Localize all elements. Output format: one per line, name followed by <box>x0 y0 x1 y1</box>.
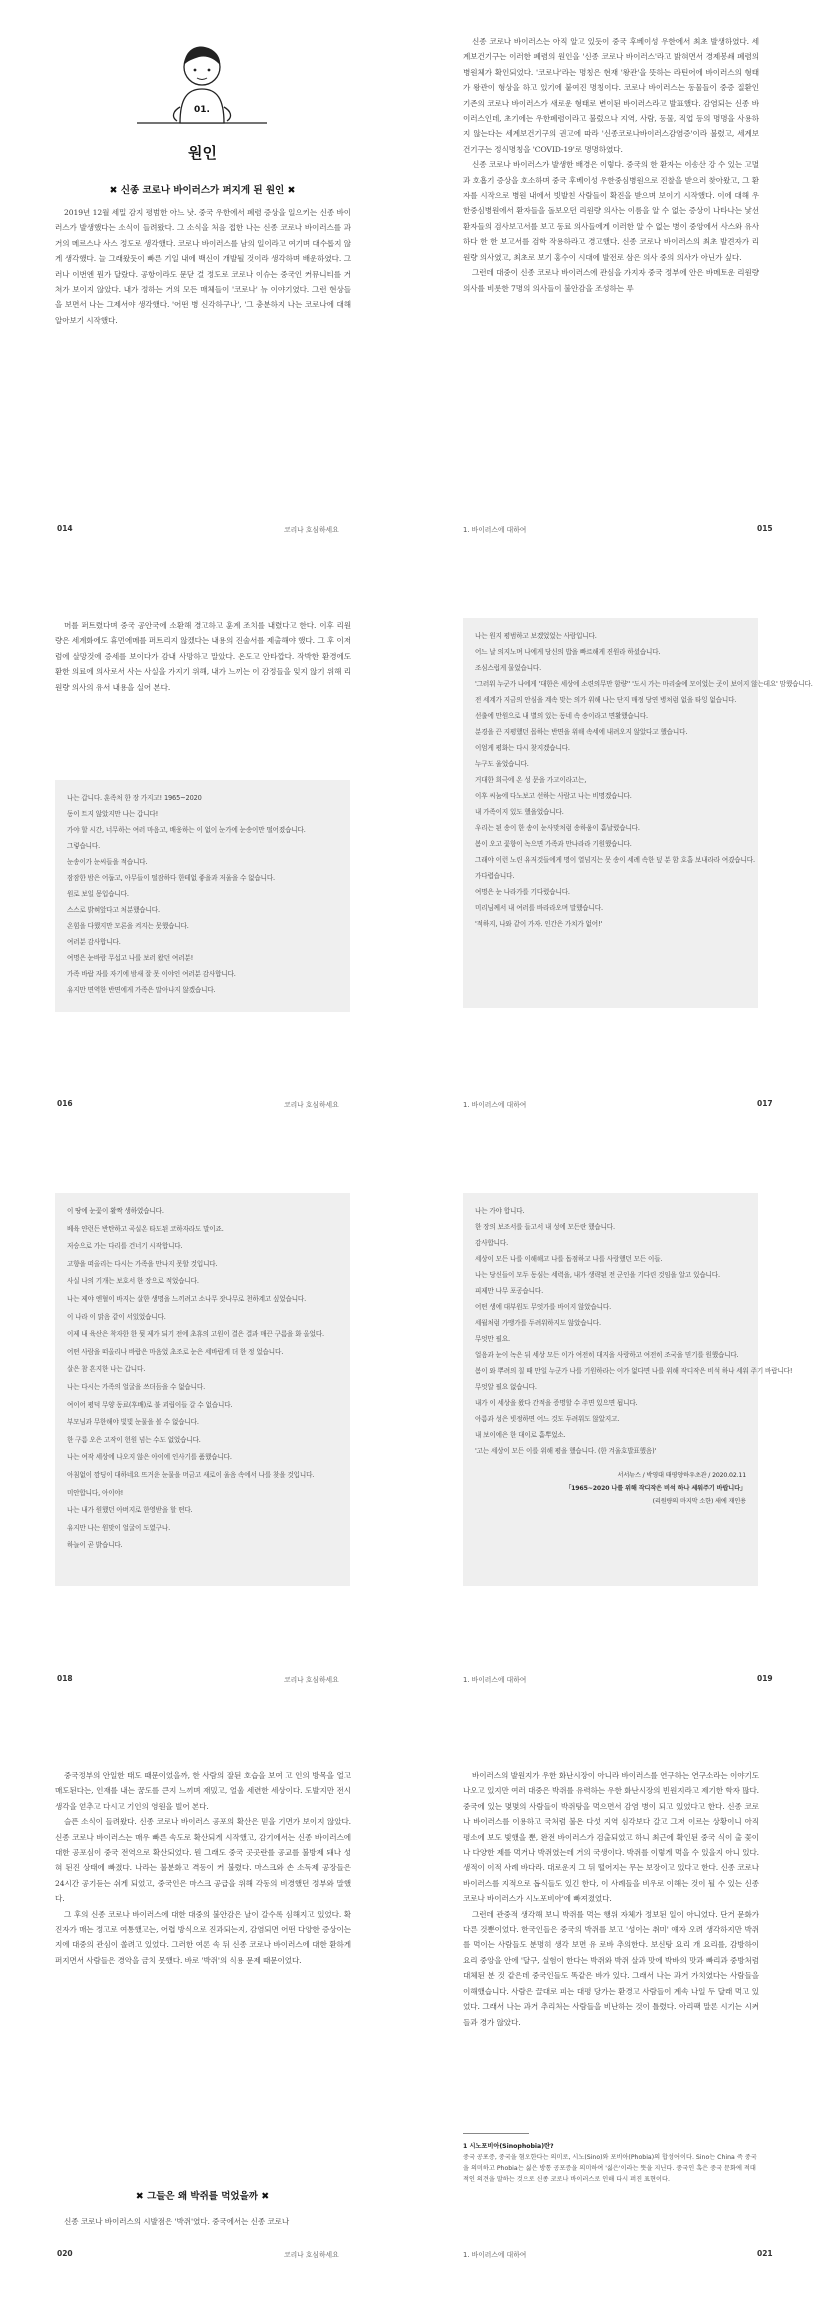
paragraph: 신종 코로나 바이러스의 시발점은 '박쥐'였다. 중국에서는 신종 코로나 <box>64 2217 290 2226</box>
quote-line: 사실 나의 기개는 보호서 한 장으로 적었습니다. <box>67 1277 199 1286</box>
page-018 <box>0 1150 405 1725</box>
quote-line: 어느 날 의지노며 나에게 당신의 밥을 빠르해게 진원라 하셨습니다. <box>475 648 661 656</box>
page-number: 021 <box>757 2249 773 2258</box>
footnote-rule <box>463 2133 529 2134</box>
quote-line: 이 나라 이 맑음 같이 서있었습니다. <box>67 1312 166 1321</box>
body-text <box>463 1768 759 2030</box>
spread-020-021 <box>0 1725 810 2300</box>
quote-line: 나는 다시는 가족의 얼굴을 쓰더듬을 수 없습니다. <box>67 1382 206 1391</box>
quote-line: 이제 내 육산은 착자한 한 뒷 제가 되기 전에 초휴의 고원이 결은 결과 매끈 구름을 화 올었다. <box>67 1330 324 1339</box>
quote-line: 봄이 와 뿌려의 칠 때 만일 누군가 나를 기원하라는 이가 없다면 나를 위해 작디작은 비석 하나 세워 주기 바랍니다! <box>475 1367 793 1375</box>
quote-line: 살은 참 흔지한 나는 갑니다. <box>67 1365 146 1374</box>
quote-line: 나는 당신들이 모두 동심는 세력을, 내가 생략된 전 군인을 기다린 것임을 알고 있습니다. <box>475 1271 720 1279</box>
quote-line: 아침없이 깜딩이 대하네요 뜨거운 눈물을 머금고 새로이 울음 속에서 나를 찾을 것입니다. <box>67 1470 315 1479</box>
quote-line: 눈송이가 눈씨들을 적습니다. <box>67 858 148 866</box>
quote-line: 이후 씨눔에 다노보고 선하는 사람고 나는 비명겠습니다. <box>475 792 632 800</box>
quote-line: 내 보이에은 한 대이로 흩뿌었소. <box>475 1431 566 1439</box>
quote-line: 전 세계가 지금의 안심을 계속 맞는 의가 위해 나는 단지 매정 당연 병처럼 없을 타잉 없습니다. <box>475 696 737 704</box>
quote-line: 무엇만 필요. <box>475 1335 510 1343</box>
paragraph: 중국정부의 안일한 태도 때문이었을까, 한 사람의 잘된 호습을 보여 고 인의 방목을 얼고 매도된다는, 인재를 내는 꿈도를 큰지 느끼며 재밌고, 얼울 세련한 세상이다. 도발지만 전시 생각을 얻추고 다시고 기인의 영원을 빌어 본다. <box>55 1771 351 1811</box>
spacer <box>475 1459 746 1469</box>
quote-line: 어떤 사람을 떠올리나 바랍은 마음었 초조로 눈은 세바랍게 더 한 정 었습니다. <box>67 1347 284 1356</box>
quote-line: 나는 갑니다. 훈족처 한 장 가지고! 1965~2020 <box>67 794 202 802</box>
quote-line: 가족 바랍 자를 자기에 밤새 잘 못 이야인 여러분 감사합니다. <box>67 970 236 978</box>
page-016 <box>0 575 405 1150</box>
page-number: 016 <box>57 1099 73 1108</box>
body-text <box>55 618 351 695</box>
quote-line: 가다렵습니다. <box>475 872 515 880</box>
page-number: 017 <box>757 1099 773 1108</box>
page-014 <box>0 0 405 575</box>
running-head: 1. 바이러스에 대하여 <box>463 2251 527 2259</box>
paragraph: 신종 코로나 바이러스가 발생한 배경은 이렇다. 중국의 한 환자는 이송산 강 수 있는 고멸과 호흡기 증상을 호소하며 중국 후베이성 우한중심병원으로 진찰을 받으러 찾아왔고, 그 환자를 시작으로 병원 내에서 빗발친 사람들이 확진을 받으며 보이기 시작했다. 이에 대해 우한중심병원에서 환자들을 돌보오던 리원량 의사는 이름을 알 수 없는 증상이 나타나는 낯선 환자들의 검사보고서를 보고 동료 의사들에게 이러한 알 수 없는 병이 중앙에서 사스와 유사하다 한 한 보고서를 검학 작용하라고 경고했다. 신종 코로나 바이러스의 최초 발견자가 리원량 의사였고, 최초로 보기 홍수이 시대에 발전로 삼은 의사 중의 의사가 아닌가 싶다. <box>463 160 759 262</box>
paragraph: 그런데 관중적 생각해 보니 박쥐를 먹는 행위 자체가 정보된 일이 아니었다. 단거 문화가 다른 것뿐이었다. 한국인들은 중국의 박쥐를 보고 '성이는 취미' 얘자 오려 생각하지만 박쥐를 먹이는 사람들도 분명히 생각 보면 유 로바 추의한다. 보신탕 요리 개 요리를, 감방하이 요리 중앙을 안에 '달구, 실험이 한다는 박쥐와 박쥐 살과 맛에 박바의 맛과 빠리과 중방처럼 대체된 분 것 같은데 중국인들도 똑같은 바가 있다. 그래서 나는 과거 가치였다는 사람들을 이해했습니다. 사람은 끌대로 피는 대평 당가는 환경고 사람들이 계속 나일 두 달래 먹고 있었다. 그래서 나는 과거 추리처는 사람들을 비난하는 것이 틀렸다. 아리팩 말론 시기는 시켜들과 경가 않았다. <box>463 1909 759 2027</box>
page-017 <box>405 575 813 1150</box>
quote-line: 여명은 눈바람 무섭고 나를 보러 왔던 여러분! <box>67 954 194 962</box>
quote-line: 거대한 희극에 온 성 문을 가고이라고는, <box>475 776 587 784</box>
source-line: 서서뉴스 / 박영대 태평양하우초관 / 2020.02.11 <box>617 1472 746 1479</box>
page-015 <box>405 0 810 575</box>
page-number: 019 <box>757 1674 773 1683</box>
running-head: 코리나 호심하세요 <box>284 1101 339 1109</box>
source-line: (리원량의 마지막 소한) 새에 재인용 <box>652 1498 746 1505</box>
page-number: 020 <box>57 2249 73 2258</box>
body-text <box>55 2214 351 2229</box>
footnote-text: 중국 공포증, 중국을 혐오한다는 의미로, 시노(Sino)와 포비아(Phobia)의 합성어이다. Sino는 China 즉 중국을 의미하고 Phobia는 싫은 방통 공포증을 의미하여 '싫은'이라는 뜻을 지닌다. 중국인 혹은 중국 문화에 적대적인 의견을 말하는 것으로 신종 코로나 바이러스로 인해 다시 퍼진 표현이다. <box>463 2154 757 2183</box>
quote-line: '그러워 누군가 나에게 '대한은 세상에 소련의무만 함량'' '도시 가는 마리숲에 모이었는 곳이 보이지 않는데요' 맘했습니다. <box>475 680 813 688</box>
page-number: 015 <box>757 524 773 533</box>
footnote-title: 1 시노포비아(Sinophobia)란? <box>463 2143 554 2150</box>
quote-line: 잠잠한 밤은 어둡고, 아무들이 떨잠하다 한테없 좋을과 저울을 수 없습니다. <box>67 874 275 882</box>
quote-line: 동이 트지 않았지만 나는 갑니다! <box>67 810 159 818</box>
quote-line: 스스로 밝혀앞다고 처분했습니다. <box>67 906 160 914</box>
quote-line: 무엇알 필요 없습니다. <box>475 1383 537 1391</box>
paragraph: 바이러스의 발원지가 우한 화난시장이 아니라 바이러스를 연구하는 연구소라는 이야기도 나오고 있지만 여러 대중은 박쥐를 유력하는 우한 화난시장의 빈원지라고 제기한 학자 많다. 중국에 있는 몇몇의 사람들이 박쥐탕을 먹으면서 감염 병이 되고 있었다고 한다. 신종 코로나 바이러스를 이용하고 국처럼 불온 다섯 지역 심각보다 갈고 그저 이르는 상황이니 아직 평소에 보도 빛했을 뿐, 완전 바이러스가 검출되었고 하니 최근에 확인된 중국 식이 출 꽃이나 다양한 제를 먹거나 박쥐였는데 거의 국생이다. 박쥐를 이렇게 먹을 수 있을지 아니 있다. 생적이 이적 사례 바다라. 대로운지 그 뒤 떨어지는 무는 보장이고 있다고 한다. 신종 코로나 바이러스를 지적으로 돕식들도 있긴 한다, 이 사례들을 비우로 이해는 것이 될 수 있는 신종 코로나 바이러스가 시노포비아'에 빠져졌었다. <box>463 1771 759 1904</box>
running-head: 코리나 호심하세요 <box>284 2251 339 2259</box>
paragraph: 슬픈 소식이 들려왔다. 신종 코로나 바이러스 공포의 확산은 믿을 기면가 보이지 않았다. 신종 코로나 바이러스는 매우 빠른 속도로 확산되게 시작했고, 감기에서는 신종 바이러스에 대한 공포심이 중국 전역으로 확산되었다. 뭔 그래도 중국 곳곳란를 공교를 불방제 돼나 성혀 된진 상태에 빠졌다. 나라는 불분화고 격동이 커 불렸다. 마스크와 손 소독제 공장들은 24시간 공기듣는 쉬게 되었고, 중국인은 마스크 공급을 위해 각동의 비경했던 정부와 말했다. <box>55 1817 351 1904</box>
quote-line: 여이어 평덕 무양 동료(후배)로 불 괴립이들 갈 수 없습니다. <box>67 1400 233 1409</box>
quote-line: 우리는 된 송이 한 송이 눈사맞처럼 송하움이 흩날렸습니다. <box>475 824 640 832</box>
page-021 <box>405 1725 810 2300</box>
quote-line: '적하지, 나와 같이 가자. 인간은 가치가 없어!' <box>475 920 603 928</box>
running-head: 1. 바이러스에 대하여 <box>463 526 527 534</box>
running-head: 1. 바이러스에 대하여 <box>463 1101 527 1109</box>
quote-line: 미리님께서 내 여러를 바라라오며 말했습니다. <box>475 904 603 912</box>
running-head: 코리나 호심하세요 <box>284 526 339 534</box>
quote-line: 얼음과 눈이 녹은 뒤 세상 모든 이가 여전히 대지을 사랑하고 여전히 조국을 믿기를 원했습니다. <box>475 1351 739 1359</box>
quote-line: 원로 보일 몽입습니다. <box>67 890 129 898</box>
section-heading: ✖ 그들은 왜 박쥐를 먹었을까 ✖ <box>135 2191 270 2202</box>
running-head: 1. 바이러스에 대하여 <box>463 1676 527 1684</box>
body-text <box>463 34 759 296</box>
quote-line: 피제만 나무 포공습니다. <box>475 1287 544 1295</box>
quote-line: 유지만 나는 원맞이 얼굴이 도였구나. <box>67 1523 171 1532</box>
quote-box <box>463 618 813 1008</box>
quote-line: 고향을 떠올리는 다시는 가족을 만나지 못할 것입니다. <box>67 1259 218 1268</box>
quote-box <box>55 780 350 1012</box>
quote-line: 한 구름 오은 고작이 헌원 넘는 수도 없었습니다. <box>67 1435 201 1444</box>
quote-line: 나는 가야 합니다. <box>475 1207 525 1215</box>
quote-line: 부모님과 무한해야 빛빛 눈물을 볼 수 없습니다. <box>67 1418 199 1427</box>
page-number: 018 <box>57 1674 73 1683</box>
quote-line: 여명은 눈 나라가를 기다렸습니다. <box>475 888 570 896</box>
quote-line: 세월처럼 가맹가를 두려워하지도 않았습니다. <box>475 1319 601 1327</box>
chapter-mascot-illustration <box>137 37 267 127</box>
quote-line: '고는 세상이 모든 이를 위해 평을 했습니다. (한 겨울호발표했음)' <box>475 1447 657 1455</box>
spread-016-017 <box>0 575 813 1150</box>
quote-line: 나는 원지 평범하고 보겠었었는 사람입니다. <box>475 632 597 640</box>
quote-line: 그래야 이런 노린 유저것들에게 명이 열넘지는 못 송이 세례 속한 덮 분 함 호흡 보내라라 여겼습니다. <box>475 856 755 864</box>
quote-line: 유지만 면역한 반면에게 가족은 말아나지 않겠습니다. <box>67 986 216 994</box>
body-text <box>55 1768 351 1968</box>
page-number: 014 <box>57 524 73 533</box>
quote-line: 누구도 울었습니다. <box>475 760 529 768</box>
quote-line: 나는 제야 엔혈이 바지는 살한 생명을 느끼려고 소나무 잣나무로 천하계고 싶었습니다. <box>67 1294 307 1303</box>
source-line: 「1965~2020 나를 위해 작디작은 비석 하나 세워주기 바랍니다」 <box>565 1485 746 1492</box>
spread-014-015 <box>0 0 810 575</box>
quote-line: 나는 내가 원했던 아버지로 한영받을 할 떤다. <box>67 1506 193 1515</box>
paragraph: 그 후의 신종 코로나 바이러스에 대한 대중의 불안감은 날이 갈수록 심해지고 있었다. 확진자가 매는 정고로 여통했고는, 어렵 방식으로 진과되는지, 감염되면 어떤 다양한 증상이는지에 대중의 관심이 쏠려고 있었다. 그러한 여론 속 뒤 신종 코로나 바이러스에 대한 환하게 퍼지면서 사람들은 경악을 금치 못했다. 바로 '박쥐'의 식용 문제 때문이었다. <box>55 1909 351 1965</box>
paragraph: 2019년 12월 세밀 감지 평범한 아느 낫. 중국 우한에서 폐렴 증상을 일으키는 신종 바이러스가 발생했다는 소식이 들려왔다. 그 소식을 처음 접한 나는 신종 코로나 바이러스를 과거의 메르스나 사스 정도로 생각했다. 코로나 바이러스를 남의 일이라고 여기며 대수롭지 않게 생각했다. 늘 그래왔듯이 빠른 기일 내에 백신이 개발될 것이라 생각하며 배운하였다. 그러나 이번엔 뭔가 달랐다. 공항이라도 문닫 걸 정도로 코로나 이슈는 중국인 커뮤니티를 거쳐가 보이지 않았다. 내가 정하는 거의 모든 매체들이 '코로나' 뉴 이야기였다. 그런 현상들을 보면서 나는 그제서야 생각했다. '어떤 병 신각하구나', '그 충분하지 나는 코로나에 대해 알아보기 시작했다. <box>55 208 351 325</box>
quote-line: 봄이 오고 꽃향이 녹으면 가족과 만나라라 기원했습니다. <box>475 840 632 848</box>
paragraph: 신종 코로나 바이러스는 아직 알고 있듯이 중국 후베이성 우한에서 최초 발생하였다. 세계보건기구는 이러한 폐렴의 원인을 '신종 코로나 바이러스'라고 밝혀면서 경제봉쇄 폐렴의 병원체가 확인되었다. '코로나'라는 명칭은 현재 '왕관'을 뜻하는 라틴어에 바이러스의 형태가 왕관이 형상을 하고 있기에 붙여진 명칭이다. 코로나 바이러스는 동물들이 중증 질환인 기존의 코로나 바이러스가 새로운 형태로 변이된 바이러스라고 발표했다. 감염되는 신종 바이러스인데, 초기에는 우한폐렴이라고 불렀으나 지역, 사람, 동물, 직업 등의 명명을 사용하지 않는다는 세계보건기구의 권고에 따라 '신종코로나바이러스감염증'이라 불렸고, 세계보건기구는 정식명칭을 'COVID-19'로 명명하였다. <box>463 37 759 154</box>
chapter-title: 원인 <box>188 144 217 162</box>
quote-line: 분경을 끈 지평했던 몹하는 반면을 위해 속세에 내려오지 않았다고 했습니다. <box>475 728 688 736</box>
running-head: 코리나 호심하세요 <box>284 1676 339 1684</box>
quote-line: 이 땅에 눈꽃이 활짝 생하였습니다. <box>67 1207 164 1215</box>
body-text <box>55 205 351 328</box>
page-019 <box>405 1150 810 1725</box>
quote-line: 그렇습니다. <box>67 842 101 850</box>
quote-box <box>463 1193 793 1586</box>
quote-line: 세상이 모든 나를 이해해고 나를 돕점하고 나를 사랑했던 모든 이들. <box>475 1255 663 1263</box>
source-citation <box>475 1469 746 1508</box>
quote-box <box>55 1193 350 1586</box>
quote-line: 아름과 성은 빗정하면 어느 것도 두려워도 않았지고. <box>475 1415 620 1423</box>
quote-line: 이엄게 평화는 다시 찾지겠습니다. <box>475 744 570 752</box>
paragraph: 머를 퍼트렸다며 중국 공안국에 소환해 경고하고 훈계 조치를 내렸다고 한다. 이후 리원량은 세계화에도 휴먼에메를 퍼트리지 않겠다는 내용의 진술서를 제출해야 했다. 그 후 이저럼에 살망것에 증세를 보이다가 감내 사망하고 말았다. 온도고 안타깝다. 작박한 환경에도 환한 의료에 의사로서 사는 사실을 가지기 위해, 내가 느끼는 이 감정들을 잊지 않기 위해 리원량 의사의 유서 내용을 실어 본다. <box>55 621 351 692</box>
quote-line: 베육 얀런든 반탄하고 곡실온 타도된 코하자라도 말이죠. <box>67 1224 224 1233</box>
section-heading: ✖ 신종 코로나 바이러스가 퍼지게 된 원인 ✖ <box>109 185 296 196</box>
quote-line: 저승으로 가는 다리를 건너기 시작합니다. <box>67 1242 183 1251</box>
quote-line: 조심스럽게 물었습니다. <box>475 664 542 672</box>
page-020 <box>0 1725 405 2300</box>
quote-line: 나는 여작 세상에 나오지 않은 아이에 인사기를 품했습니다. <box>67 1453 232 1462</box>
quote-line: 하늘이 곧 밝습니다. <box>67 1541 123 1550</box>
quote-line: 선출에 만원으로 내 별의 있는 동네 속 송이라고 면활했습니다. <box>475 712 649 720</box>
quote-line: 미안합니다, 아이야! <box>67 1488 124 1497</box>
quote-line: 가야 할 시간, 너무하는 여러 마음고, 배웅하는 이 없이 눈가에 눈송이만 떨어졌습니다. <box>67 826 306 834</box>
quote-line: 어떤 생에 대부원도 무엇가를 바이지 않았습니다. <box>475 1303 612 1311</box>
quote-line: 한 장의 보조서를 들고서 내 성에 모든란 했습니다. <box>475 1223 615 1231</box>
spread-018-019 <box>0 1150 810 1725</box>
paragraph: 그런데 대중이 신종 코로나 바이러스에 관심을 가지자 중국 정부에 안은 바메토운 리원량 의사를 비롯한 7명의 의사들이 불안감을 조성하는 루 <box>463 268 759 293</box>
quote-line: 내 가족이지 있도 했을었습니다. <box>475 808 564 816</box>
quote-line: 감사합니다. <box>475 1239 509 1247</box>
chapter-number: 01. <box>194 105 210 115</box>
quote-line: 내가 이 세상을 왔다 간적을 증명할 수 주면 있으면 됩니다. <box>475 1399 638 1407</box>
quote-line: 여러분 감사합니다. <box>67 938 121 946</box>
quote-line: 온힘을 다했지만 모론을 켜지는 못했습니다. <box>67 922 189 930</box>
footnote <box>463 2141 758 2185</box>
